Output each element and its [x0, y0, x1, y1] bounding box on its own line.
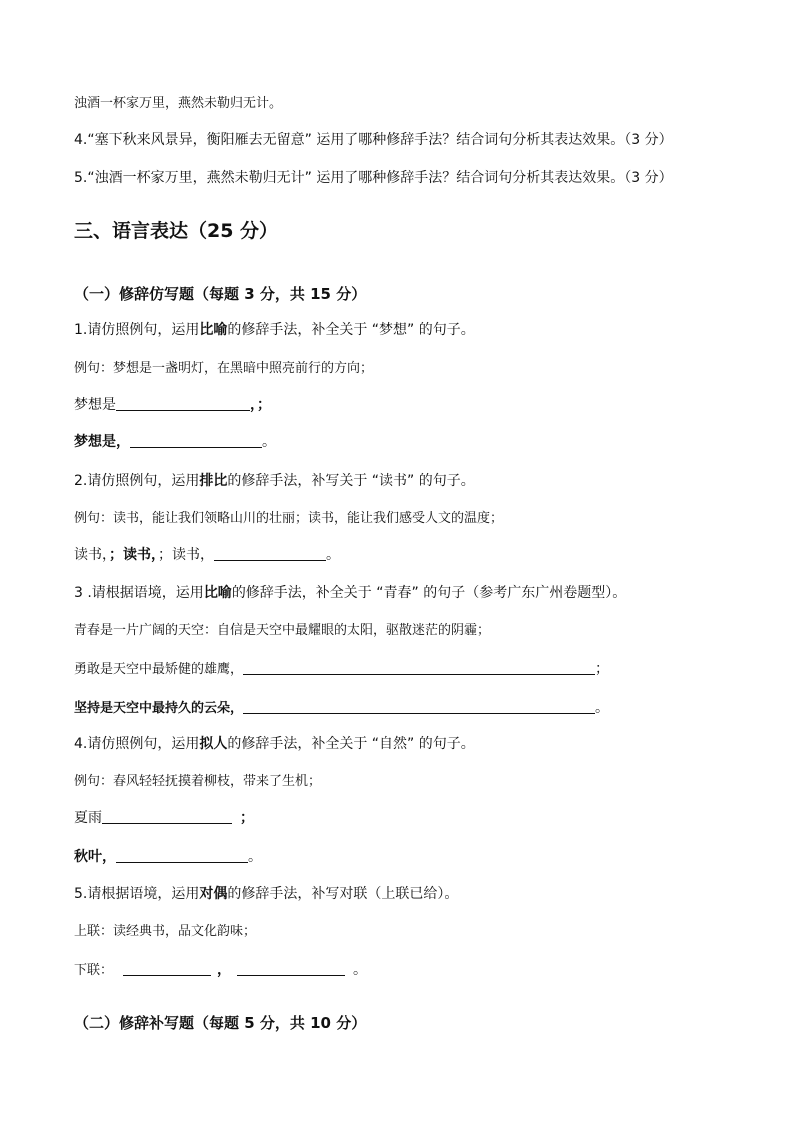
- prompt-text: 的修辞手法，补写对联（上联已给）。: [227, 886, 459, 902]
- answer-blank[interactable]: [116, 848, 248, 863]
- line-part: 读书，: [74, 547, 109, 563]
- prompt-text: 的修辞手法，补全关于 “自然” 的句子。: [227, 736, 475, 752]
- prompt-text: 的修辞手法，补全关于 “青春” 的句子（参考广东广州卷题型）。: [231, 585, 627, 601]
- line-start: 梦想是，: [74, 434, 130, 450]
- item-1-prompt: [74, 320, 475, 340]
- item-5-prompt: [74, 884, 458, 904]
- item-4-line-2: [74, 847, 262, 867]
- answer-blank[interactable]: [243, 699, 595, 714]
- item-5-upper-couplet: 上联：读经典书，品文化韵味；: [74, 924, 257, 939]
- keyword: 比喻: [199, 322, 228, 338]
- prompt-text: 1.请仿照例句，运用: [74, 322, 200, 338]
- keyword: 对偶: [199, 886, 228, 902]
- answer-blank[interactable]: [237, 961, 345, 976]
- section-title: 三、语言表达（25 分）: [74, 220, 279, 242]
- line-end: 。: [595, 700, 610, 716]
- prompt-text: 3 .请根据语境，运用: [74, 585, 204, 601]
- line-start: 梦想是: [74, 397, 116, 413]
- keyword: 排比: [199, 473, 228, 489]
- line-start: 夏雨: [74, 810, 102, 826]
- prompt-text: 的修辞手法，补写关于 “读书” 的句子。: [227, 473, 475, 489]
- item-2-prompt: [74, 471, 475, 491]
- part-2-title: （二）修辞补写题（每题 5 分，共 10 分）: [74, 1014, 367, 1032]
- answer-blank[interactable]: [130, 433, 262, 448]
- prompt-text: 4.请仿照例句，运用: [74, 736, 200, 752]
- line-start: 坚持是天空中最持久的云朵，: [74, 701, 244, 716]
- keyword: 比喻: [203, 585, 232, 601]
- line-start: 勇敢是天空中最矫健的雄鹰，: [74, 662, 244, 677]
- line-end: ；: [240, 810, 254, 826]
- answer-blank[interactable]: [102, 809, 232, 824]
- item-3-example: 青春是一片广阔的天空：自信是天空中最耀眼的太阳，驱散迷茫的阴霾；: [74, 623, 491, 638]
- answer-blank[interactable]: [243, 660, 595, 675]
- item-1-example: 例句：梦想是一盏明灯，在黑暗中照亮前行的方向；: [74, 361, 374, 376]
- line-end: ，；: [250, 397, 271, 413]
- prompt-text: 的修辞手法，补全关于 “梦想” 的句子。: [227, 322, 475, 338]
- item-3-line-2: [74, 698, 609, 719]
- answer-blank[interactable]: [214, 546, 326, 561]
- line-end: 。: [262, 434, 276, 450]
- item-3-line-1: [74, 659, 609, 680]
- line-start: 下联：: [74, 963, 114, 978]
- line-end: 。: [353, 962, 368, 978]
- prompt-text: 2.请仿照例句，运用: [74, 473, 200, 489]
- item-1-line-2: [74, 432, 276, 452]
- item-4-prompt: [74, 734, 475, 754]
- part-1-title: （一）修辞仿写题（每题 3 分，共 15 分）: [74, 285, 367, 303]
- line-end: 。: [326, 547, 340, 563]
- line-part: ；读书，: [158, 547, 214, 563]
- line-mid: ，: [217, 962, 232, 978]
- item-1-line-1: [74, 395, 271, 415]
- prompt-text: 5.请根据语境，运用: [74, 886, 200, 902]
- item-2-example: 例句：读书，能让我们领略山川的壮丽；读书，能让我们感受人文的温度；: [74, 511, 504, 526]
- item-4-line-1: [74, 808, 254, 828]
- line-end: 。: [248, 849, 262, 865]
- answer-blank[interactable]: [116, 396, 250, 411]
- line-part: ；读书，: [109, 547, 158, 563]
- line-end: ；: [595, 661, 610, 677]
- poem-line: 浊酒一杯家万里，燕然未勒归无计。: [74, 96, 283, 111]
- item-5-lower-couplet: [74, 960, 367, 981]
- answer-blank[interactable]: [123, 961, 211, 976]
- line-start: 秋叶，: [74, 849, 116, 865]
- item-2-line: [74, 545, 340, 565]
- item-4-example: 例句：春风轻轻抚摸着柳枝，带来了生机；: [74, 774, 322, 789]
- keyword: 拟人: [199, 736, 228, 752]
- item-3-prompt: [74, 583, 626, 603]
- question-5: 5.“浊酒一杯家万里，燕然未勒归无计” 运用了哪种修辞手法？结合词句分析其表达效果。（3 分）: [74, 170, 673, 186]
- question-4: 4.“塞下秋来风景异，衡阳雁去无留意” 运用了哪种修辞手法？结合词句分析其表达效果。（3 分）: [74, 132, 673, 148]
